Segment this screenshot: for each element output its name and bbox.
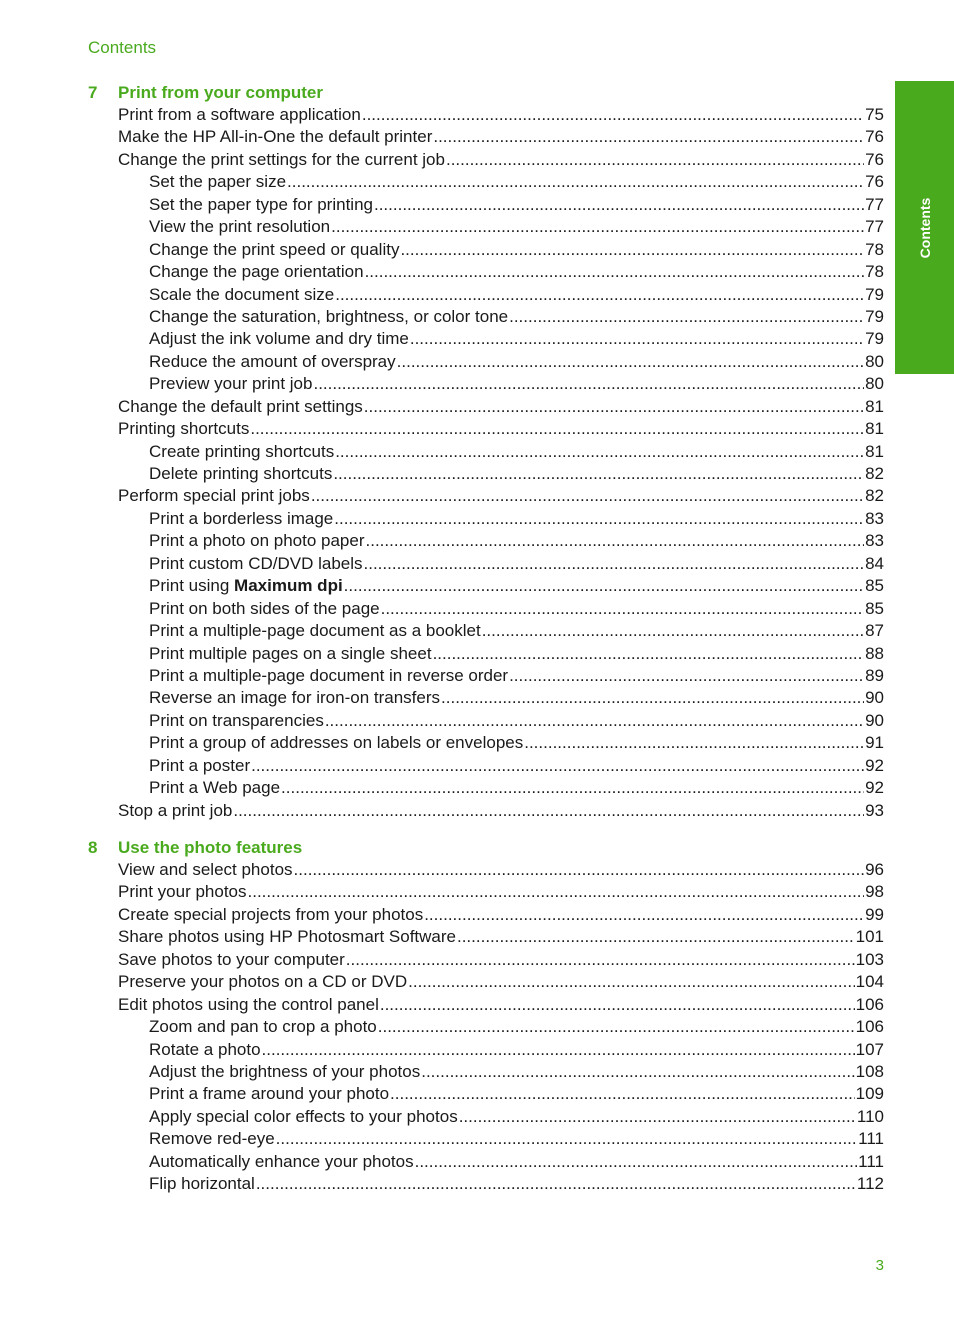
toc-entry[interactable] [118, 485, 884, 507]
toc-entry[interactable] [118, 881, 884, 903]
toc-entry[interactable] [149, 1151, 884, 1173]
toc-entry[interactable] [118, 104, 884, 126]
toc-entry-text: Print a group of addresses on labels or envelopes [149, 733, 524, 753]
dot-leader [250, 418, 864, 440]
toc-entry-label [149, 194, 373, 216]
toc-entry-page: 76 [865, 149, 884, 169]
toc-entry-page: 101 [855, 927, 884, 947]
toc-entry-page: 92 [865, 778, 884, 798]
toc-entry[interactable] [118, 926, 884, 948]
dot-leader [335, 284, 864, 306]
dot-leader [380, 994, 855, 1016]
dot-leader [346, 949, 855, 971]
toc-entry-label [149, 575, 343, 597]
toc-entry-text: Change the default print settings [118, 396, 363, 416]
toc-entry[interactable] [149, 687, 884, 709]
dot-leader [424, 904, 864, 926]
dot-leader [262, 1039, 855, 1061]
toc-entry-text: Save photos to your computer [118, 949, 345, 969]
dot-leader [331, 216, 864, 238]
toc-entry-text: Adjust the brightness of your photos [149, 1061, 421, 1081]
toc-entry[interactable] [149, 665, 884, 687]
toc-entry[interactable] [118, 149, 884, 171]
toc-entry-label [149, 732, 523, 754]
dot-leader [364, 396, 864, 418]
toc-entry-label [149, 1173, 255, 1195]
toc-entry-text: Change the print settings for the current job [118, 149, 445, 169]
toc-entry-page: 106 [855, 1017, 884, 1037]
toc-entry-text: Edit photos using the control panel [118, 994, 379, 1014]
chapter-number: 8 [88, 838, 98, 857]
toc-entry[interactable] [149, 239, 884, 261]
toc-entry-text: Automatically enhance your photos [149, 1151, 414, 1171]
dot-leader [364, 553, 865, 575]
toc-entry-page: 79 [865, 284, 884, 304]
toc-entry-page: 81 [865, 441, 884, 461]
toc-entry-text: Create printing shortcuts [149, 441, 335, 461]
toc-entry-page: 111 [858, 1151, 884, 1171]
toc-entry[interactable] [149, 508, 884, 530]
toc-entry[interactable] [118, 396, 884, 418]
toc-entry-label [118, 949, 345, 971]
toc-entry[interactable] [149, 194, 884, 216]
toc-entry-text: Change the print speed or quality [149, 239, 400, 259]
toc-entry[interactable] [149, 351, 884, 373]
toc-entry-text: Set the paper type for printing [149, 194, 373, 214]
toc-entry[interactable] [118, 949, 884, 971]
toc-entry-text: Print a multiple-page document as a booklet [149, 621, 481, 641]
dot-leader [362, 104, 864, 126]
toc-entry-text: Adjust the ink volume and dry time [149, 329, 409, 349]
toc-entry-text: Apply special color effects to your photos [149, 1106, 458, 1126]
toc-entry-text: Print a photo on photo paper [149, 531, 365, 551]
dot-leader [457, 926, 855, 948]
toc-entry-page: 82 [865, 464, 884, 483]
toc-entry-page: 107 [855, 1039, 884, 1059]
toc-entry-text: Change the page orientation [149, 262, 364, 282]
toc-entry-label [149, 306, 508, 328]
toc-entry-text: Print custom CD/DVD labels [149, 553, 363, 573]
toc-entry-label [149, 1016, 377, 1038]
toc-entry-label [118, 800, 232, 822]
toc-entry[interactable] [149, 732, 884, 754]
running-header: Contents [88, 38, 157, 57]
toc-entry-text: Print a poster [149, 755, 251, 775]
dot-leader [334, 508, 864, 530]
toc-entry-label [118, 994, 379, 1016]
dot-leader [313, 373, 864, 395]
toc-entry[interactable] [149, 643, 884, 665]
toc-entry-page: 110 [856, 1106, 884, 1126]
toc-entry-text: Zoom and pan to crop a photo [149, 1017, 377, 1037]
toc-entry-page: 98 [865, 882, 884, 902]
dot-leader [459, 1106, 856, 1128]
toc-entry-text: Perform special print jobs [118, 486, 310, 506]
toc-entry[interactable] [118, 418, 884, 440]
toc-entry-label [149, 1039, 261, 1061]
dot-leader [311, 485, 864, 507]
page-number: 3 [875, 1257, 884, 1274]
toc-entry-label [149, 665, 508, 687]
dot-leader [366, 530, 865, 552]
dot-leader [233, 800, 864, 822]
toc-entry-page: 89 [865, 665, 884, 685]
toc-entry-text: Preserve your photos on a CD or DVD [118, 972, 408, 992]
toc-entry-text: Print on both sides of the page [149, 598, 380, 618]
chapter-title: Print from your computer [118, 83, 323, 102]
dot-leader [374, 194, 864, 216]
toc-entry-page: 79 [865, 306, 884, 326]
dot-leader [509, 665, 864, 687]
toc-entry[interactable] [149, 1106, 884, 1128]
toc-entry-label [118, 881, 247, 903]
toc-entry-text: Reverse an image for iron-on transfers [149, 688, 441, 708]
toc-entry-page: 85 [865, 576, 884, 596]
chapter-heading[interactable] [0, 82, 954, 104]
dot-leader [251, 755, 864, 777]
toc-entry-page: 80 [865, 351, 884, 371]
toc-entry[interactable] [149, 777, 884, 799]
toc-entry-text: Printing shortcuts [118, 419, 250, 439]
toc-entry-label [149, 1083, 389, 1105]
toc-entry-page: 75 [865, 105, 884, 124]
toc-entry-page: 106 [855, 994, 884, 1014]
dot-leader [325, 710, 864, 732]
dot-leader [421, 1061, 854, 1083]
toc-entry-page: 90 [865, 688, 884, 708]
dot-leader [433, 126, 864, 148]
toc-entry-page: 93 [865, 800, 884, 820]
toc-entry-text: Print your photos [118, 882, 247, 902]
table-of-contents [0, 82, 954, 1211]
toc-entry-page: 79 [865, 329, 884, 349]
toc-entry-text: Print a Web page [149, 778, 281, 798]
toc-entry-page: 109 [855, 1084, 884, 1104]
side-tab-label: Contents [916, 197, 933, 258]
toc-entry-label [149, 1151, 414, 1173]
toc-entry-label [149, 553, 363, 575]
toc-entry-text: Make the HP All-in-One the default printer [118, 127, 433, 147]
toc-entry-label [149, 687, 440, 709]
toc-entry-text: Print a multiple-page document in reverse order [149, 665, 509, 685]
toc-entry[interactable] [149, 171, 884, 193]
toc-entry-label [149, 530, 365, 552]
toc-entry-text: Print using [149, 576, 235, 596]
toc-entry-label [149, 755, 250, 777]
toc-entry-text: Rotate a photo [149, 1039, 261, 1059]
toc-entry[interactable] [149, 1039, 884, 1061]
chapter-number: 7 [88, 83, 98, 102]
dot-leader [390, 1083, 855, 1105]
toc-entry[interactable] [149, 216, 884, 238]
toc-entry-label [118, 396, 363, 418]
toc-entry-text: View and select photos [118, 860, 293, 879]
toc-entry[interactable] [149, 553, 884, 575]
toc-entry[interactable] [149, 575, 884, 597]
toc-entry[interactable] [149, 306, 884, 328]
dot-leader [256, 1173, 856, 1195]
dot-leader [408, 971, 855, 993]
toc-entry[interactable] [149, 463, 884, 485]
toc-entry-text: Create special projects from your photos [118, 904, 424, 924]
toc-entry-label [149, 777, 280, 799]
toc-entry-label [118, 126, 432, 148]
toc-entry-page: 83 [865, 531, 884, 551]
toc-entry-label [149, 463, 332, 485]
toc-entry[interactable] [118, 904, 884, 926]
toc-entry[interactable] [149, 284, 884, 306]
toc-chapter [0, 837, 954, 1196]
dot-leader [400, 239, 864, 261]
toc-entry[interactable] [149, 1173, 884, 1195]
toc-entry[interactable] [149, 598, 884, 620]
toc-entry[interactable] [118, 800, 884, 822]
toc-entry-label [118, 926, 456, 948]
toc-entry-label [118, 971, 407, 993]
toc-entry-page: 88 [865, 643, 884, 663]
dot-leader [446, 149, 864, 171]
dot-leader [441, 687, 864, 709]
dot-leader [281, 777, 864, 799]
dot-leader [365, 261, 865, 283]
toc-entry-label [149, 620, 481, 642]
toc-entry-text: Change the saturation, brightness, or color tone [149, 306, 509, 326]
toc-entry-label [149, 351, 396, 373]
toc-entry-text: Set the paper size [149, 172, 287, 192]
toc-entry-page: 76 [865, 127, 884, 147]
dot-leader [410, 328, 864, 350]
dot-leader [276, 1128, 857, 1150]
toc-entry[interactable] [118, 126, 884, 148]
toc-entry-text: Delete printing shortcuts [149, 464, 333, 483]
toc-entry-text: Flip horizontal [149, 1174, 255, 1194]
dot-leader [248, 881, 865, 903]
toc-entry-page: 81 [865, 396, 884, 416]
toc-entry-label [118, 149, 445, 171]
toc-entry-label [149, 216, 330, 238]
toc-entry-page: 112 [856, 1174, 884, 1194]
toc-entry-text: Scale the document size [149, 284, 335, 304]
toc-entry[interactable] [149, 710, 884, 732]
toc-entry-text: Reduce the amount of overspray [149, 351, 396, 371]
toc-entry-page: 90 [865, 710, 884, 730]
toc-entry-label [149, 508, 333, 530]
toc-entry-text: Print multiple pages on a single sheet [149, 643, 432, 663]
toc-entry[interactable] [149, 1083, 884, 1105]
toc-entry-page: 111 [858, 1129, 884, 1149]
toc-entry-label [149, 598, 380, 620]
toc-entry-label [118, 859, 293, 881]
dot-leader [482, 620, 864, 642]
toc-entry-page: 87 [865, 621, 884, 641]
toc-entry-page: 91 [865, 733, 884, 753]
toc-entry[interactable] [118, 859, 884, 881]
toc-entry-page: 104 [855, 972, 884, 992]
toc-entry-label [149, 1128, 275, 1150]
dot-leader [524, 732, 864, 754]
toc-entry-label [149, 171, 286, 193]
toc-entry-text: Print a borderless image [149, 508, 334, 528]
toc-entry-bold-text: Maximum dpi [234, 576, 343, 596]
toc-entry-page: 82 [865, 486, 884, 506]
toc-entry-label [149, 710, 324, 732]
dot-leader [287, 171, 864, 193]
toc-entry-text: Print from a software application [118, 105, 361, 124]
toc-entry-text: Stop a print job [118, 800, 233, 820]
toc-entry-label [149, 328, 409, 350]
toc-entry[interactable] [149, 530, 884, 552]
toc-entry[interactable] [118, 994, 884, 1016]
toc-entry-text: Print a frame around your photo [149, 1084, 390, 1104]
toc-entry[interactable] [149, 441, 884, 463]
dot-leader [378, 1016, 855, 1038]
toc-entry-page: 76 [865, 172, 884, 192]
toc-chapter [0, 82, 954, 822]
toc-entry-page: 78 [865, 239, 884, 259]
toc-entry-page: 99 [865, 904, 884, 924]
toc-entry-text: Remove red-eye [149, 1129, 275, 1149]
toc-entry-page: 81 [865, 419, 884, 439]
toc-entry[interactable] [149, 620, 884, 642]
toc-entry-label [118, 104, 361, 126]
toc-entry-text: Print on transparencies [149, 710, 324, 730]
toc-entry-page: 77 [865, 217, 884, 237]
toc-entry-page: 96 [865, 860, 884, 879]
toc-entry[interactable] [149, 373, 884, 395]
dot-leader [333, 463, 864, 485]
toc-entry-text: Preview your print job [149, 374, 313, 394]
toc-entry[interactable] [149, 328, 884, 350]
dot-leader [381, 598, 864, 620]
toc-entry[interactable] [149, 1016, 884, 1038]
dot-leader [415, 1151, 858, 1173]
toc-entry-label [149, 284, 334, 306]
toc-entry-label [149, 261, 364, 283]
dot-leader [433, 643, 865, 665]
toc-entry-label [118, 904, 423, 926]
toc-entry-label [118, 418, 249, 440]
toc-entry[interactable] [149, 755, 884, 777]
toc-entry[interactable] [118, 971, 884, 993]
toc-entry-page: 78 [865, 262, 884, 282]
dot-leader [335, 441, 864, 463]
toc-entry-page: 83 [865, 508, 884, 528]
chapter-title: Use the photo features [118, 838, 303, 857]
toc-entry-page: 84 [865, 553, 884, 573]
dot-leader [344, 575, 864, 597]
toc-entry-label [149, 239, 399, 261]
toc-entry-label [149, 1106, 458, 1128]
toc-entry-label [149, 1061, 420, 1083]
toc-entry-text: View the print resolution [149, 217, 331, 237]
dot-leader [509, 306, 864, 328]
toc-entry-label [149, 643, 432, 665]
toc-entry-label [149, 441, 334, 463]
toc-entry-text: Share photos using HP Photosmart Software [118, 927, 456, 947]
toc-entry-page: 85 [865, 598, 884, 618]
toc-entry-page: 77 [865, 194, 884, 214]
dot-leader [294, 859, 865, 881]
toc-entry-page: 103 [855, 949, 884, 969]
toc-entry-page: 80 [865, 374, 884, 394]
toc-entry-page: 92 [865, 755, 884, 775]
toc-entry[interactable] [149, 1128, 884, 1150]
toc-entry[interactable] [149, 261, 884, 283]
toc-entry-page: 108 [855, 1061, 884, 1081]
chapter-heading[interactable] [0, 837, 954, 859]
dot-leader [397, 351, 864, 373]
toc-entry-label [118, 485, 310, 507]
toc-entry[interactable] [149, 1061, 884, 1083]
toc-entry-label [149, 373, 312, 395]
